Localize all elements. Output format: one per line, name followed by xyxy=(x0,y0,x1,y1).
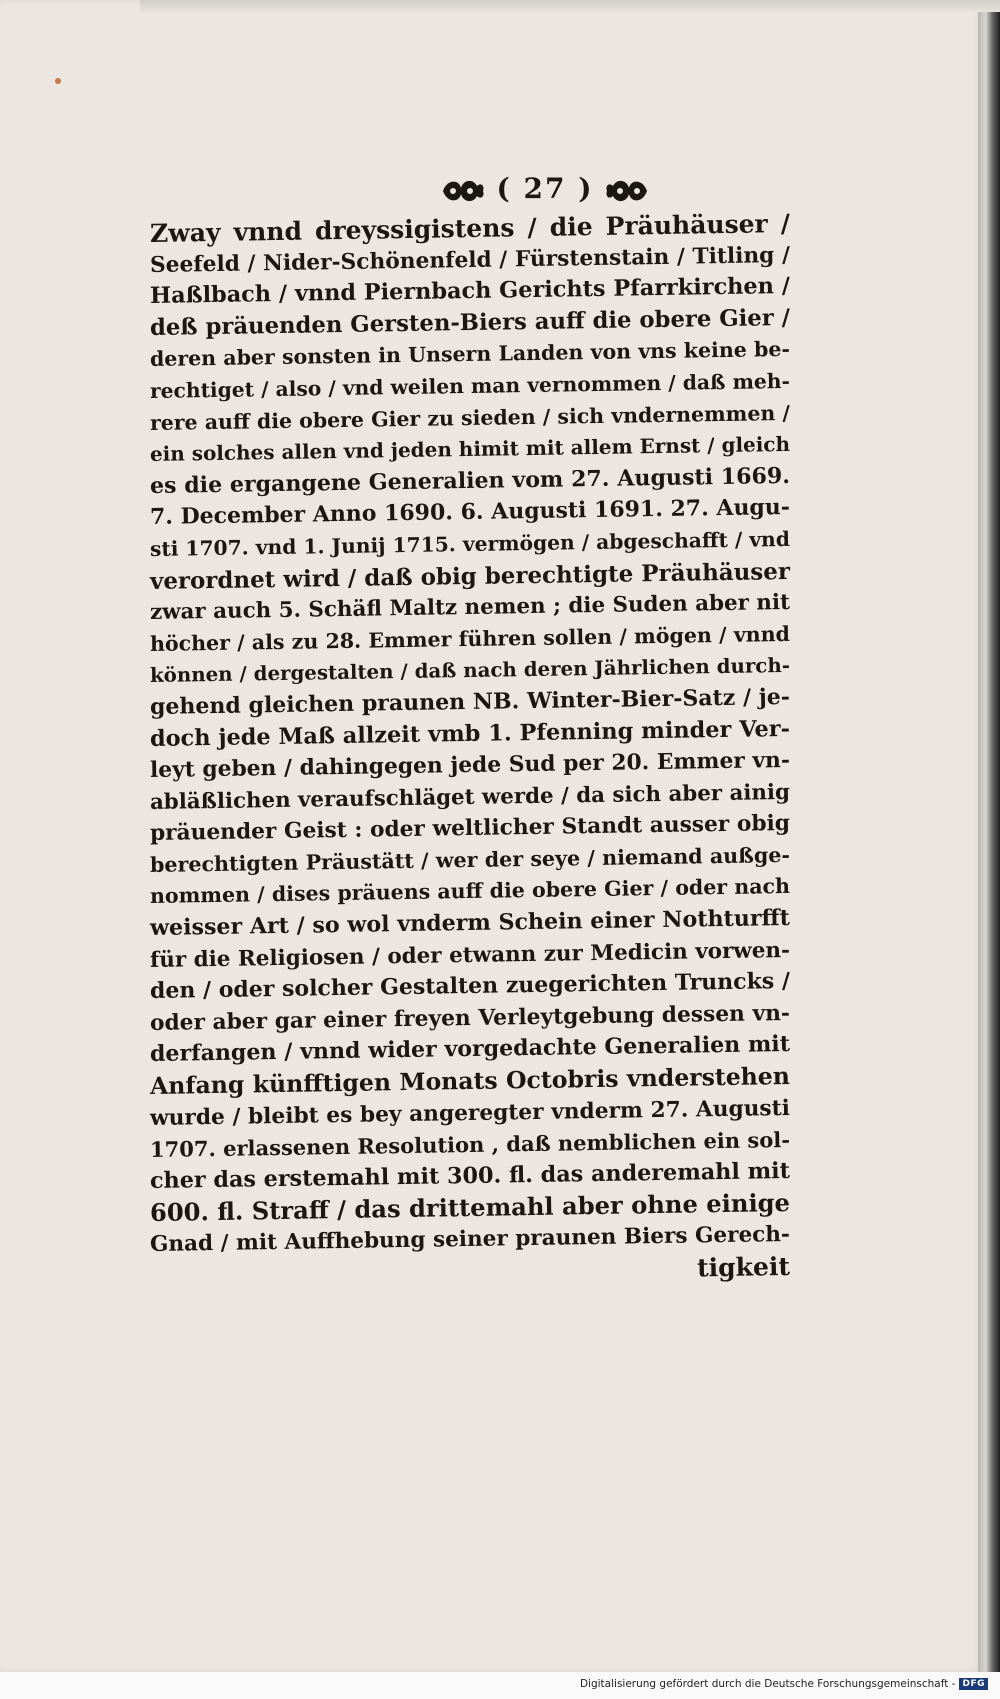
text-line: zwar auch 5. Schäfl Maltz nemen ; die Suden aber nit xyxy=(149,590,791,626)
text-line: tigkeit xyxy=(696,1251,791,1282)
text-line: deren aber sonsten in Unsern Landen von vns keine be- xyxy=(149,337,791,372)
text-line: cher das erstemahl mit 300. fl. das anderemahl mit xyxy=(149,1157,791,1194)
text-line: Haßlbach / vnnd Piernbach Gerichts Pfarrkirchen / xyxy=(149,273,791,310)
text-line: rechtiget / also / vnd weilen man vernommen / daß meh- xyxy=(149,368,791,403)
text-line: berechtigten Präustätt / wer der seye / niemand außge- xyxy=(149,842,791,877)
text-line: für die Religiosen / oder etwann zur Medicin vorwen- xyxy=(149,937,791,973)
text-line: den / oder solcher Gestalten zuegerichten Truncks / xyxy=(149,968,791,1005)
text-line: oder aber gar einer freyen Verleytgebung dessen vn- xyxy=(149,1000,791,1036)
text-line: können / dergestalten / daß nach deren Jährlichen durch- xyxy=(149,653,791,688)
text-line: leyt geben / dahingegen jede Sud per 20. Emmer vn- xyxy=(149,748,791,784)
text-line: 600. fl. Straff / das drittemahl aber ohne einige xyxy=(149,1188,791,1228)
text-line: doch jede Maß allzeit vmb 1. Pfenning minder Ver- xyxy=(149,715,791,752)
text-line: präuender Geist : oder weltlicher Standt ausser obig xyxy=(149,811,791,847)
text-line: rere auff die obere Gier zu sieden / sich vndernemmen / xyxy=(149,400,791,435)
digitization-credit xyxy=(580,1678,988,1690)
text-line: weisser Art / so wol vnderm Schein einer Nothturfft xyxy=(149,905,791,942)
paper-top-edge xyxy=(140,0,1000,14)
text-line: 1707. erlassenen Resolution , daß nemblichen ein sol- xyxy=(149,1127,791,1163)
text-line: gehend gleichen praunen NB. Winter-Bier-Satz / je- xyxy=(149,683,791,720)
dfg-logo: DFG xyxy=(959,1678,988,1690)
text-line: sti 1707. vnd 1. Junij 1715. vermögen / abgeschafft / vnd xyxy=(149,526,791,561)
text-line: abläßlichen veraufschläget werde / da sich aber ainig xyxy=(149,779,791,815)
text-line: derfangen / vnnd wider vorgedachte Generalien mit xyxy=(149,1031,791,1068)
text-line: ein solches allen vnd jeden himit mit allem Ernst / gleich xyxy=(149,432,791,467)
paper-stain xyxy=(55,78,61,84)
text-line: Gnad / mit Auffhebung seiner praunen Biers Gerech- xyxy=(149,1221,791,1257)
right-ornament-icon xyxy=(603,176,651,206)
text-line: Zway vnnd dreyssigistens / die Präuhäuser / xyxy=(149,208,791,248)
text-line: 7. December Anno 1690. 6. Augusti 1691. 27. Augu- xyxy=(149,494,791,531)
credit-text: Digitalisierung gefördert durch die Deutsche Forschungsgemeinschaft - xyxy=(579,1678,956,1690)
text-line: deß präuenden Gersten-Biers auff die obere Gier / xyxy=(149,304,791,341)
text-line: nommen / dises präuens auff die obere Gier / oder nach xyxy=(149,874,791,909)
left-ornament-icon xyxy=(439,176,487,206)
text-line: verordnet wird / daß obig berechtigte Präuhäuser xyxy=(149,557,791,595)
text-line: Anfang künfftigen Monats Octobris vnderstehen xyxy=(149,1061,791,1101)
body-text xyxy=(149,208,791,1292)
text-line: wurde / bleibt es bey angeregter vnderm 27. Augusti xyxy=(149,1095,791,1131)
text-line: Seefeld / Nider-Schönenfeld / Fürstenstain / Titling / xyxy=(149,242,791,278)
text-line: es die ergangene Generalien vom 27. Augusti 1669. xyxy=(149,462,791,499)
text-line: höcher / als zu 28. Emmer führen sollen / mögen / vnnd xyxy=(149,621,791,656)
page-number: ( 27 ) xyxy=(496,172,594,205)
book-fore-edge xyxy=(978,12,1000,1674)
